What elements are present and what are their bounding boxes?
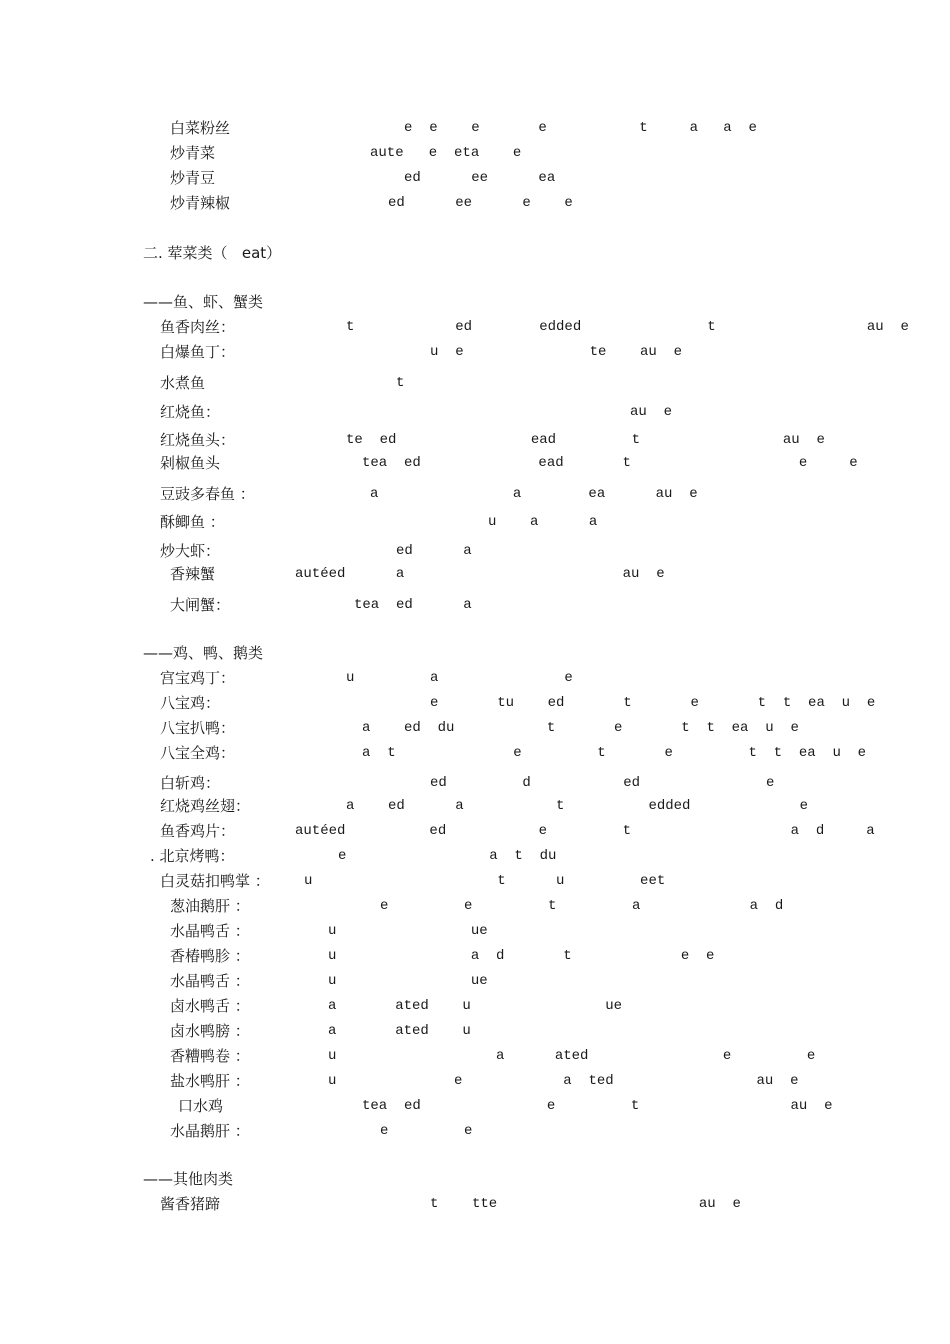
dish-name: 酥鲫鱼 ： (160, 513, 225, 531)
dish-name: 盐水鸭肝 ： (170, 1072, 250, 1090)
dish-translation: au e (630, 404, 673, 420)
dish-translation: aute e eta e (370, 145, 522, 161)
dish-translation: e e e e t a a e (404, 120, 757, 136)
dish-name: 白菜粉丝 (170, 119, 231, 137)
dish-translation: a ed a t edded e (346, 798, 809, 814)
dish-name: 鱼香肉丝： (160, 318, 236, 336)
dish-name: 炒青豆 (170, 169, 216, 187)
dish-name: 宫宝鸡丁： (160, 669, 236, 687)
dish-translation: u a ated e e (328, 1048, 816, 1064)
dish-name: 卤水鸭舌 ： (170, 997, 250, 1015)
dish-translation: ed ee e e (388, 195, 573, 211)
dish-name: 香椿鸭胗 ： (170, 947, 250, 965)
dish-translation: tea ed a (354, 597, 472, 613)
dish-translation: autéed a au e (295, 566, 665, 582)
dish-translation: u a d t e e (328, 948, 715, 964)
dish-translation: a ed du t e t t ea u e (362, 720, 799, 736)
dish-translation: u ue (328, 973, 488, 989)
dish-translation: e tu ed t e t t ea u e (430, 695, 876, 711)
dish-name: 香辣蟹 (170, 565, 216, 583)
dish-name: 白爆鱼丁： (160, 343, 236, 361)
dish-translation: t (396, 375, 405, 391)
dish-translation: e e (380, 1123, 473, 1139)
dish-name: 炒大虾： (160, 542, 221, 560)
dish-name: 大闸蟹： (170, 596, 231, 614)
dish-name: 口水鸡 (178, 1097, 224, 1115)
dish-translation: u a a (488, 514, 598, 530)
dish-name: . 北京烤鸭： (150, 847, 235, 865)
dish-name: 水晶鸭舌 ： (170, 922, 250, 940)
dish-name: 红烧鱼： (160, 403, 221, 421)
dish-name: 红烧鸡丝翅： (160, 797, 251, 815)
dish-name: 炒青辣椒 (170, 194, 231, 212)
dish-translation: a ated u (328, 1023, 471, 1039)
dish-translation: a a ea au e (370, 486, 698, 502)
dish-translation: te ed ead t au e (346, 432, 825, 448)
dish-name: 八宝扒鸭： (160, 719, 236, 737)
dish-name: 白斩鸡： (160, 774, 221, 792)
dish-name: 酱香猪蹄 (160, 1195, 221, 1213)
section-heading: 二. 荤菜类（ eat） (143, 244, 282, 262)
dish-name: 红烧鱼头： (160, 431, 236, 449)
dish-translation: autéed ed e t a d a (295, 823, 875, 839)
dish-translation: t tte au e (430, 1196, 741, 1212)
dish-translation: u e te au e (430, 344, 683, 360)
dish-name: 八宝鸡： (160, 694, 221, 712)
dish-name: 豆豉多春鱼 ： (160, 485, 255, 503)
dish-translation: u t u eet (304, 873, 666, 889)
dish-translation: e a t du (338, 848, 557, 864)
dish-name: 炒青菜 (170, 144, 216, 162)
dish-name: 鱼香鸡片： (160, 822, 236, 840)
subsection-heading: ——其他肉类 (143, 1170, 234, 1188)
dish-translation: e e t a a d (380, 898, 784, 914)
dish-translation: tea ed ead t e e (362, 455, 858, 471)
dish-name: 香糟鸭卷 ： (170, 1047, 250, 1065)
dish-translation: tea ed e t au e (362, 1098, 833, 1114)
dish-name: 葱油鹅肝 ： (170, 897, 250, 915)
dish-translation: u e a ted au e (328, 1073, 799, 1089)
subsection-heading: ——鱼、虾、蟹类 (143, 293, 264, 311)
dish-name: 水煮鱼 (160, 374, 206, 392)
dish-translation: a ated u ue (328, 998, 623, 1014)
dish-translation: ed a (396, 543, 472, 559)
dish-name: 白灵菇扣鸭掌 ： (160, 872, 270, 890)
dish-name: 八宝全鸡： (160, 744, 236, 762)
dish-translation: t ed edded t au e (346, 319, 909, 335)
dish-name: 水晶鸭舌 ： (170, 972, 250, 990)
dish-translation: u a e (346, 670, 573, 686)
dish-translation: u ue (328, 923, 488, 939)
dish-name: 卤水鸭膀 ： (170, 1022, 250, 1040)
subsection-heading: ——鸡、鸭、鹅类 (143, 644, 264, 662)
dish-translation: a t e t e t t ea u e (362, 745, 867, 761)
dish-translation: ed ee ea (404, 170, 556, 186)
dish-name: 剁椒鱼头 (160, 454, 221, 472)
dish-name: 水晶鹅肝 ： (170, 1122, 250, 1140)
dish-translation: ed d ed e (430, 775, 775, 791)
